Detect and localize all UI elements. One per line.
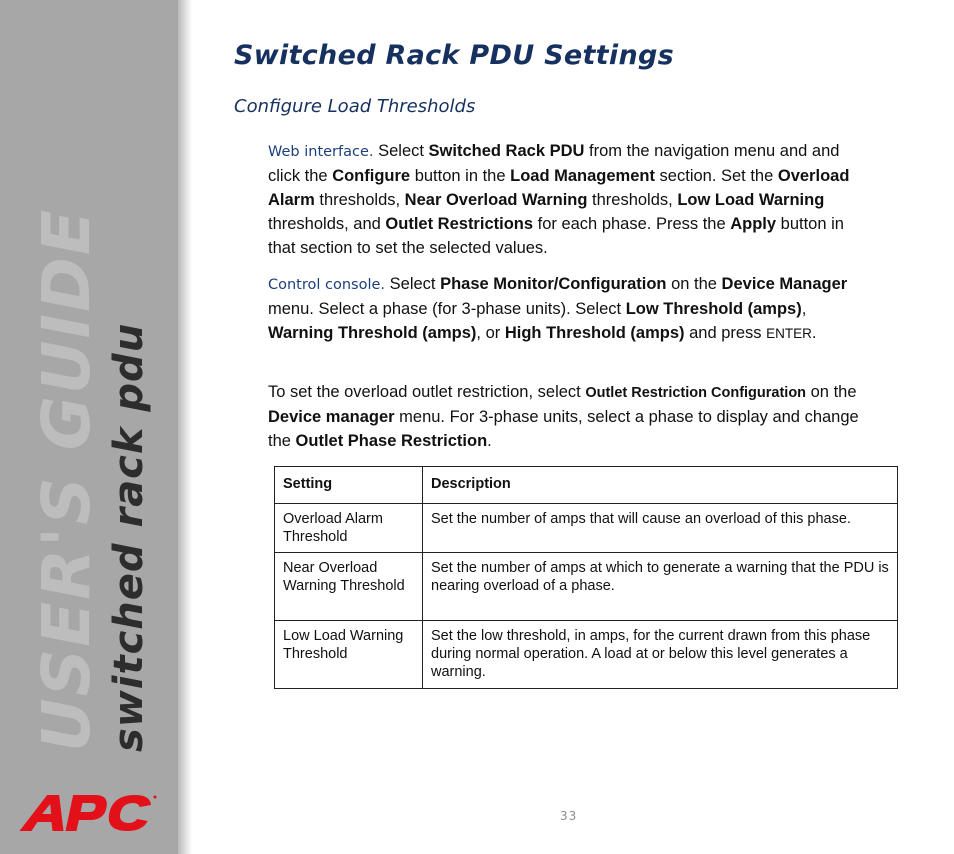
text: button in that section to set the selected values. — [268, 215, 844, 257]
page-title: Switched Rack PDU Settings — [234, 40, 674, 71]
field-ref: Low Load Warning — [677, 191, 825, 209]
menu-ref: Device Manager — [721, 275, 848, 293]
menu-ref: Outlet Restriction Configuration — [585, 385, 807, 401]
field-ref: Outlet Phase Restriction — [295, 432, 488, 450]
web-interface-lead: Web interface. — [268, 144, 374, 160]
menu-ref: Phase Monitor/Configuration — [440, 275, 667, 293]
field-ref: Warning Threshold (amps) — [268, 324, 477, 342]
description-cell: Set the low threshold, in amps, for the current drawn from this phase during normal operation. A load at or below this level generates a warning. — [423, 621, 898, 689]
text: for each phase. Press the — [533, 215, 731, 233]
menu-ref: Switched Rack PDU — [428, 142, 585, 160]
field-ref: Overload Alarm — [268, 167, 850, 209]
text: menu. For 3-phase units, select a phase to display and change the — [268, 408, 859, 450]
field-ref: High Threshold (amps) — [504, 324, 685, 342]
text: , — [801, 300, 807, 318]
settings-table — [274, 466, 898, 689]
table-row — [275, 504, 898, 553]
column-header-setting: Setting — [275, 467, 423, 504]
text: thresholds, — [587, 191, 678, 209]
setting-cell: Overload Alarm Threshold — [275, 504, 423, 553]
text: on the — [806, 383, 857, 401]
apc-logo — [18, 791, 158, 840]
menu-ref: Device manager — [268, 408, 395, 426]
text: and press — [684, 324, 767, 342]
table-header-row — [275, 467, 898, 504]
text: . — [487, 432, 492, 450]
control-console-paragraph — [268, 272, 873, 346]
text: thresholds, — [314, 191, 405, 209]
button-ref: Apply — [730, 215, 777, 233]
section-ref: Load Management — [510, 167, 655, 185]
key-ref: ENTER — [766, 326, 812, 341]
page-number: 33 — [560, 809, 578, 823]
setting-cell: Low Load Warning Threshold — [275, 621, 423, 689]
text: from the navigation menu and and click the — [268, 142, 840, 185]
web-interface-paragraph — [268, 139, 873, 260]
table-row — [275, 621, 898, 689]
table-row — [275, 553, 898, 621]
description-cell: Set the number of amps that will cause an overload of this phase. — [423, 504, 898, 553]
text: Select — [373, 142, 429, 160]
text: thresholds, and — [268, 215, 386, 233]
text: . — [811, 324, 817, 342]
button-ref: Configure — [332, 167, 411, 185]
section-heading: Configure Load Thresholds — [234, 96, 476, 117]
sidebar-shadow — [178, 0, 192, 854]
text: , or — [476, 324, 505, 342]
field-ref: Outlet Restrictions — [385, 215, 534, 233]
description-cell: Set the number of amps at which to generate a warning that the PDU is nearing overload of a phase. — [423, 553, 898, 621]
control-console-lead: Control console. — [268, 277, 386, 293]
text: Select — [385, 275, 441, 293]
field-ref: Low Threshold (amps) — [625, 300, 802, 318]
text: menu. Select a phase (for 3-phase units). Select — [268, 300, 626, 318]
product-name: switched rack pdu — [106, 322, 152, 752]
field-ref: Near Overload Warning — [404, 191, 588, 209]
text: section. Set the — [654, 167, 778, 185]
column-header-description: Description — [423, 467, 898, 504]
outlet-restriction-paragraph — [268, 380, 873, 453]
guide-title: USER'S GUIDE — [28, 208, 105, 752]
text: on the — [666, 275, 722, 293]
text: button in the — [410, 167, 511, 185]
text: To set the overload outlet restriction, select — [268, 383, 586, 401]
setting-cell: Near Overload Warning Threshold — [275, 553, 423, 621]
